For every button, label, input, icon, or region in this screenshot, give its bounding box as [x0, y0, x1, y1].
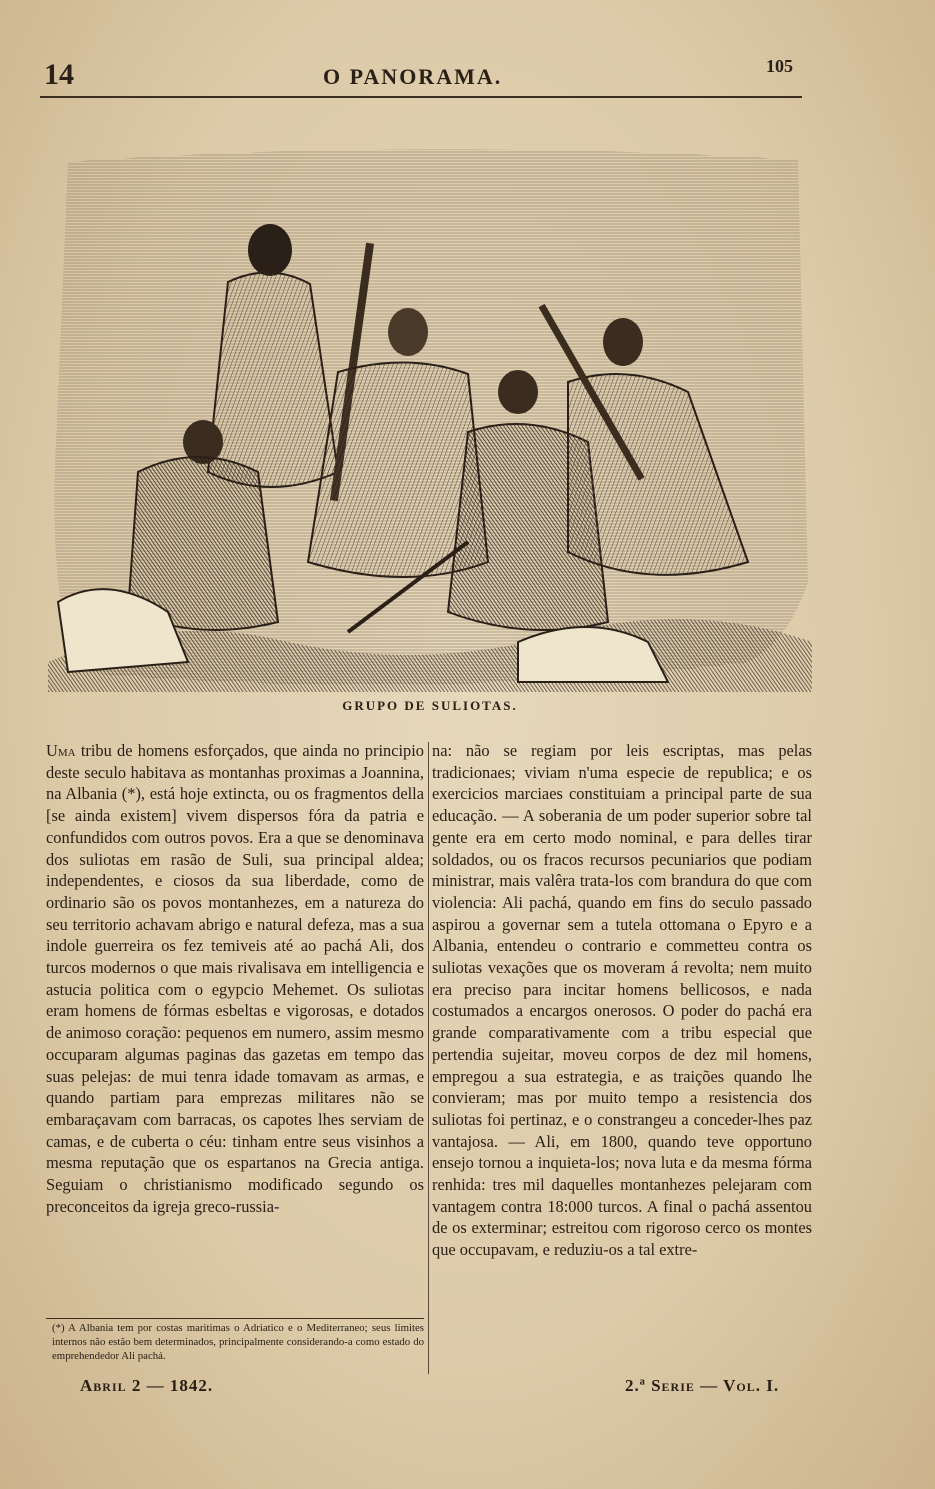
issue-date: Abril 2 — 1842. — [80, 1376, 214, 1395]
article-text-right: na: não se regiam por leis escriptas, mas pelas tradicionaes; viviam n'uma especie de republica; e os exercicios marciaes constituiam a principal parte de sua educação. — A soberania de um poder superior sobre tal gente era em certo modo nominal, e para delles tirar soldados, ou os fracos recursos pecuniarios que podiam ministrar, mais valêra trata-los com brandura do que com violencia: Ali pachá, quando em fins do seculo passado aspirou a governar sem a tutela ottomana o Epyro e a Albania, entendeu o contrario e commetteu contra os suliotas vexações que os moveram á revolta; nem muito era preciso para incitar homens bellicosos, e nada costumados a encargos onerosos. O poder do pachá era grande comparativamente com a tribu especial que pertendia sujeitar, moveu corpos de dez mil homens, empregou a sua estrategia, e as traições quando lhe convieram; mas por muito tempo a resistencia dos suliotas foi pertinaz, e o constrangeu a conceder-lhes paz vantajosa. — Ali, em 1800, quando teve opportuno ensejo tornou a inquieta-los; nova luta e da mesma fórma renhida: tres mil daquelles montanhezes pelejaram com vantagem contra 18:000 turcos. A final o pachá assentou de os exterminar; estreitou com rigoroso cerco os montes que occupavam, e reduziu-os a tal extre- — [432, 741, 812, 1260]
footnote: (*) A Albania tem por costas maritimas o Adriatico e o Mediterraneo; seus limites internos não estão bem determinados, principalmente considerando-a como estado do emprehendedor Ali pachá. — [52, 1322, 424, 1362]
page-number: 14 — [44, 58, 74, 91]
article-column-left — [46, 740, 424, 1217]
folio-number: 105 — [766, 56, 793, 76]
suliotes-engraving — [48, 142, 812, 692]
header-rule — [40, 96, 802, 98]
article-text-left: tribu de homens esforçados, que ainda no principio deste seculo habitava as montanhas proximas a Joannina, na Albania (*), está hoje extincta, ou os fragmentos della [se ainda existem] vivem dispersos fóra da patria e confundidos com outros povos. Era a que se denominava dos suliotas em rasão de Suli, sua principal aldea; independentes, e ciosos da sua liberdade, como de ordinario são os povos montanhezes, em a natureza do seu territorio achavam abrigo e natural defeza, mas a sua indole guerreira os fez temiveis até ao pachá Ali, dos turcos modernos o que mais rivalisava em intelligencia e astucia politica com o egypcio Mehemet. Os suliotas eram homens de fórmas esbeltas e vigorosas, e dotados de animoso coração: pequenos em numero, assim mesmo occuparam algumas paginas das gazetas em tempo das suas pelejas: de mui tenra idade tomavam as armas, e quando partiam para emprezas militares não se embaraçavam com barracas, os capotes lhes serviam de camas, e de cuberta o céu: tinham entre seus visinhos a mesma reputação que os espartanos na Grecia antiga. Seguiam o christianismo modificado segundo os preconceitos da igreja greco-russia- — [46, 741, 424, 1216]
lead-word: Uma — [46, 741, 76, 760]
engraving-illustration — [48, 142, 812, 692]
column-divider — [428, 742, 429, 1374]
article-column-right — [432, 740, 812, 1261]
footnote-rule — [46, 1318, 424, 1319]
illustration-caption: GRUPO DE SULIOTAS. — [342, 698, 518, 713]
masthead-title: O PANORAMA. — [323, 64, 503, 89]
series-volume: 2.ª Serie — Vol. I. — [625, 1376, 780, 1395]
